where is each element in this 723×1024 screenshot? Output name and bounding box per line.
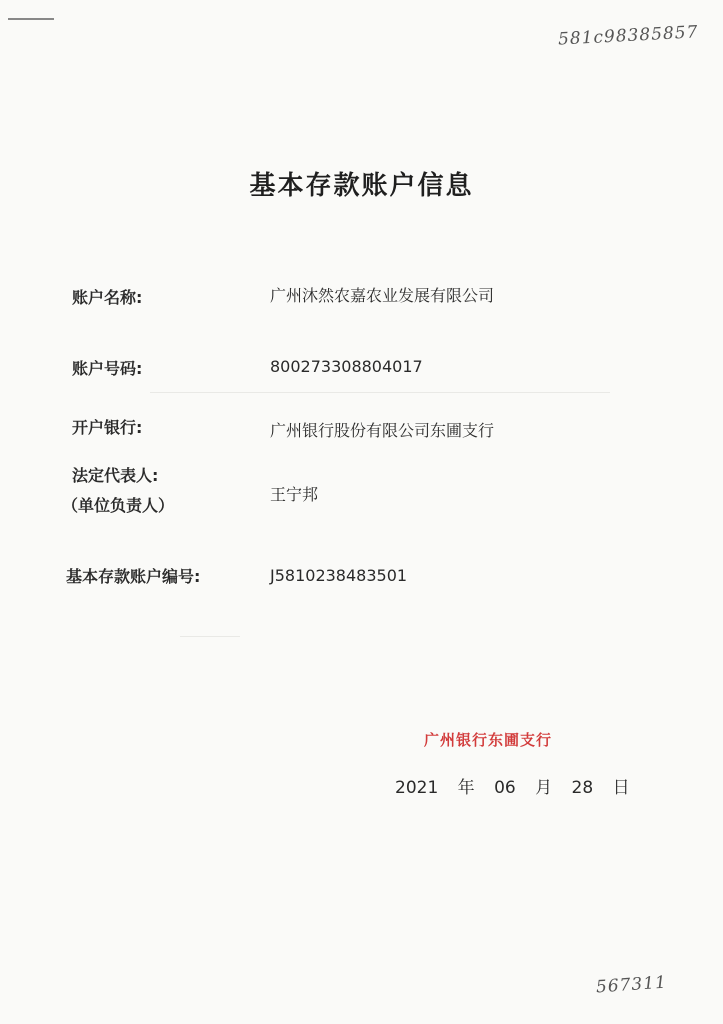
legal-rep-value: 王宁邦 (270, 485, 319, 504)
scan-artifact-line (180, 636, 240, 637)
account-number-value: 800273308804017 (270, 357, 423, 376)
date-month-unit: 月 (535, 778, 553, 798)
account-name-label: 账户名称: (72, 288, 143, 307)
document-title: 基本存款账户信息 (249, 171, 474, 201)
handwritten-note-top: 581c98385857 (557, 22, 699, 50)
date-day: 28 (571, 778, 594, 798)
account-name-value: 广州沐然农嘉农业发展有限公司 (270, 286, 495, 305)
account-number-label: 账户号码: (72, 359, 143, 378)
scan-margin-mark (8, 18, 54, 20)
handwritten-note-bottom: 567311 (595, 972, 668, 998)
bank-label: 开户银行: (72, 418, 143, 437)
legal-rep-label: 法定代表人: (72, 466, 159, 485)
bank-value: 广州银行股份有限公司东圃支行 (270, 421, 495, 440)
date-year: 2021 (395, 778, 439, 798)
issue-date (395, 773, 630, 798)
date-day-unit: 日 (612, 778, 630, 798)
scan-artifact-line (150, 392, 610, 393)
basic-account-code-value: J5810238483501 (270, 566, 408, 585)
date-year-unit: 年 (457, 778, 475, 798)
date-month: 06 (494, 778, 516, 798)
basic-account-code-label: 基本存款账户编号: (66, 567, 201, 586)
bank-stamp: 广州银行东圃支行 (424, 731, 553, 749)
legal-rep-sublabel: （单位负责人） (62, 496, 175, 515)
